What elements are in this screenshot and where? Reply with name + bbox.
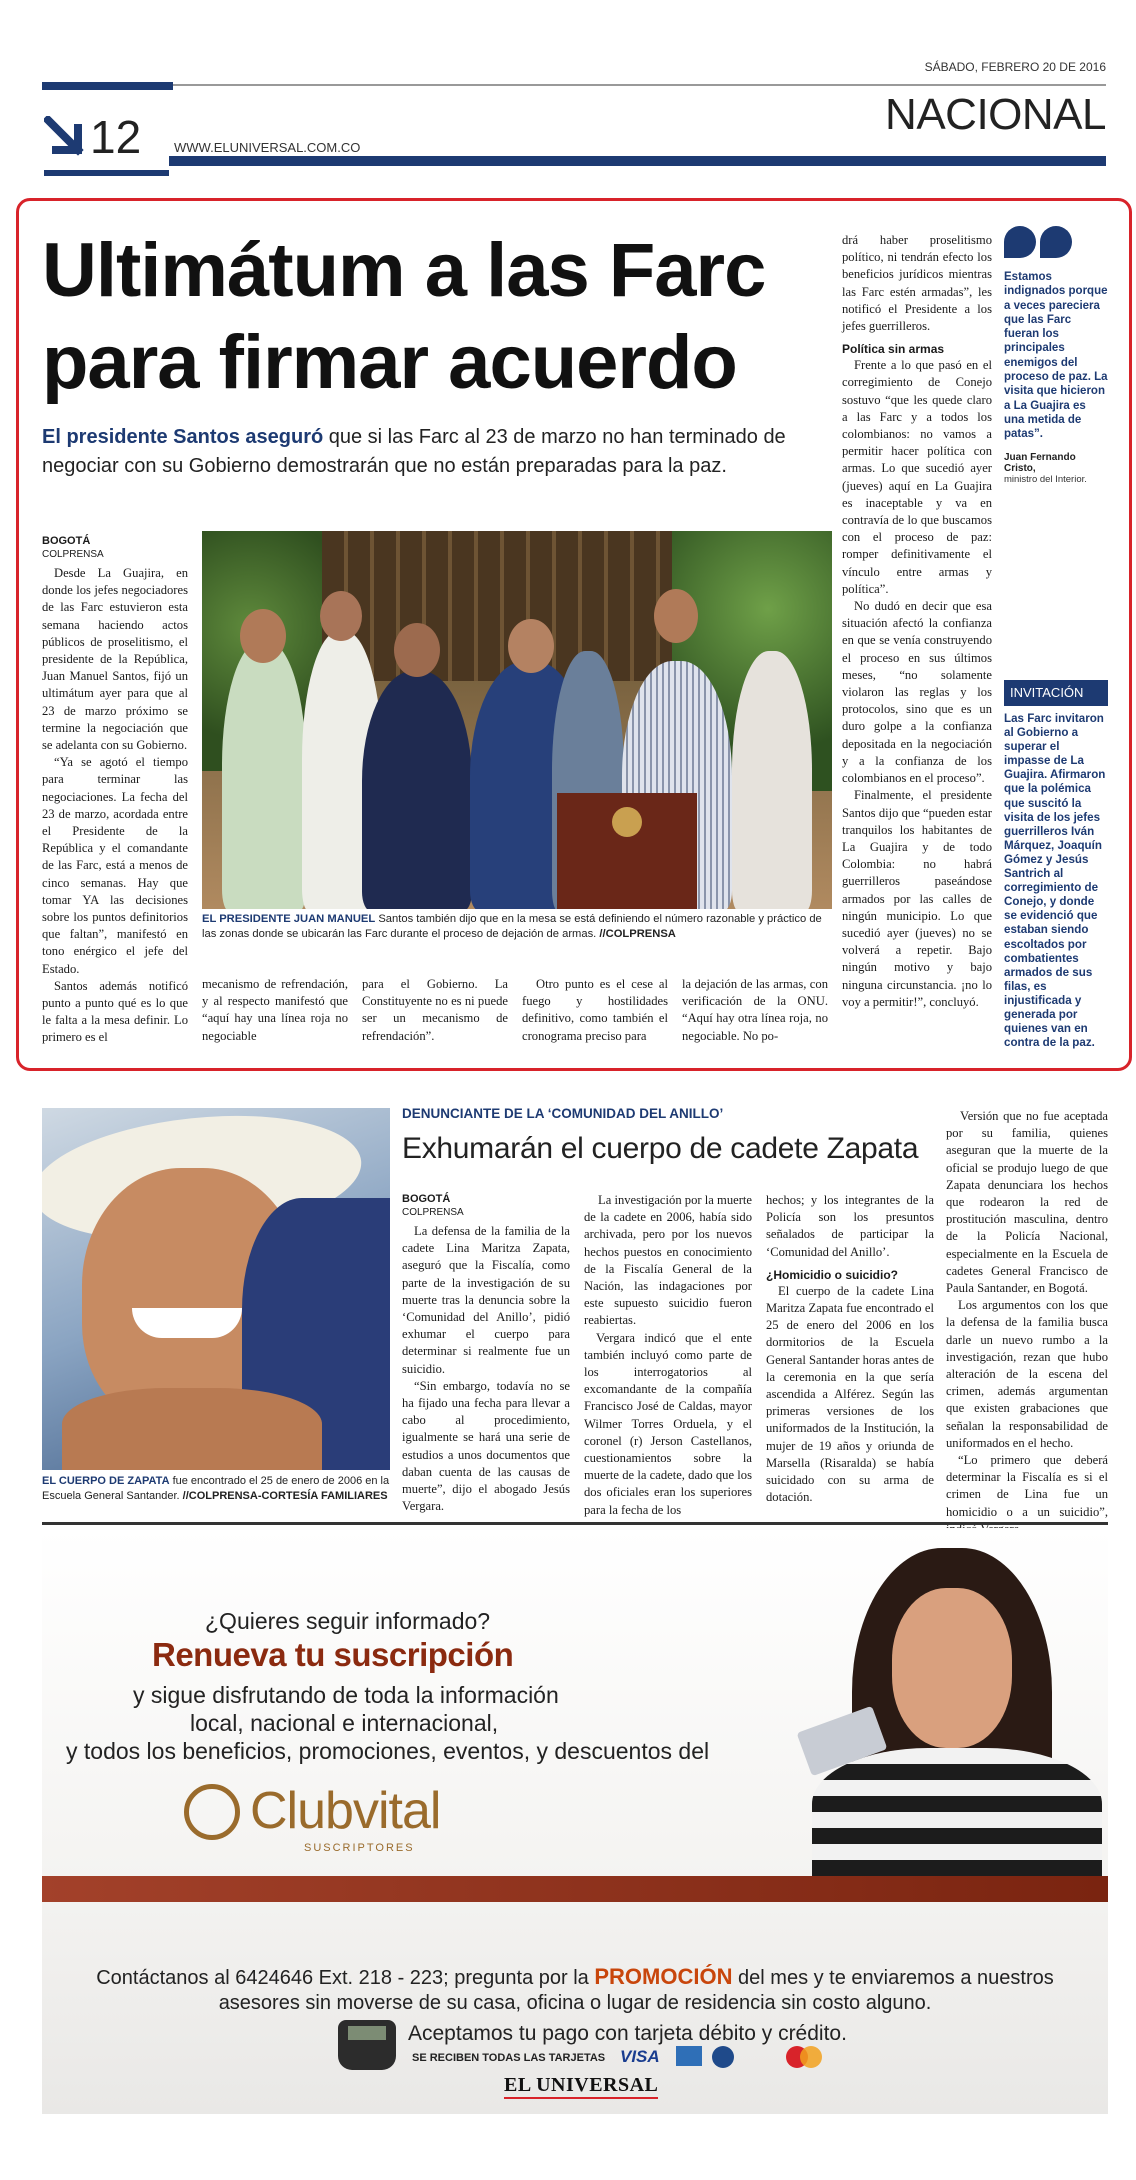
article1-col5 xyxy=(682,976,828,1045)
clubvital-logo xyxy=(184,1780,504,1860)
ad-woman-figure xyxy=(802,1548,1102,1878)
article2-agency: COLPRENSA xyxy=(402,1207,464,1218)
continuation-text: la dejación de las armas, con verificación de la ONU. “Aquí hay otra línea roja, no negociable. No po- xyxy=(682,977,828,1043)
quote-author: Juan Fernando Cristo, xyxy=(1004,451,1076,474)
ad-cards-label: SE RECIBEN TODAS LAS TARJETAS xyxy=(412,2052,606,2064)
article1-col1 xyxy=(42,534,188,1047)
clubvital-logo-sub: SUSCRIPTORES xyxy=(304,1842,415,1854)
article2-paragraph: “Lo primero que deberá determinar la Fiscalía es si el crimen de Lina fue un homicidio o a un suicidio”, xyxy=(946,1453,1108,1519)
ad-top-rule xyxy=(42,1522,1108,1525)
deck-text: que si las Farc al 23 de marzo no han terminado de negociar con su Gobierno demostrarán que no están preparadas para la paz. xyxy=(42,426,786,477)
ad-payment-text: Aceptamos tu pago con tarjeta débito y crédito. xyxy=(408,2022,847,2045)
quote-author-role: ministro del Interior. xyxy=(1004,473,1087,485)
mastercard-logo xyxy=(786,2046,822,2068)
article1-col4 xyxy=(522,976,668,1045)
article1-subhead: Política sin armas xyxy=(842,342,945,357)
deck-lead: El presidente Santos aseguró xyxy=(42,426,324,448)
article2-paragraph: Los argumentos con los que la defensa de la familia busca darle un nuevo rumbo a la investigación, rezan que hubo alteración de la escena del crimen, además argumentan que existen grabaciones que señalan la responsabilidad de uniformados en el hecho. xyxy=(946,1298,1108,1450)
diners-logo xyxy=(712,2046,734,2068)
article2-col4 xyxy=(946,1108,1108,1538)
zapata-photo xyxy=(42,1108,390,1470)
ad-text-line2: y sigue disfrutando de toda la información xyxy=(133,1682,559,1708)
issue-date: SÁBADO, FEBRERO 20 DE 2016 xyxy=(924,60,1106,74)
caption-lead: EL CUERPO DE ZAPATA xyxy=(42,1475,170,1487)
clubvital-logo-icon xyxy=(184,1784,240,1840)
ad-text-line3: local, nacional e internacional, xyxy=(190,1710,499,1736)
page-number: 12 xyxy=(90,111,142,163)
arrow-down-right-icon xyxy=(44,116,88,160)
continuation-text: para el Gobierno. La Constituyente no es ni puede ser un mecanismo de refrendación”. xyxy=(362,977,508,1043)
article1-headline xyxy=(42,225,832,409)
caption-text: fue encontrado el 25 de enero de 2006 en la Escuela General Santander. xyxy=(42,1475,390,1502)
article2-paragraph: “Sin embargo, todavía no se ha fijado una fecha para llevar a cabo al procedimiento, igualmente se hará una serie de estudios a unos documentos que daban cuenta de las causas de muerte”, dijo el abogado Jesús Vergara. xyxy=(402,1378,570,1514)
article2-paragraph: La defensa de la familia de la cadete Lina Maritza Zapata, aseguró que la Fiscalía, como parte de la investigación de su muerte tras la denuncia sobre la ‘Comunidad del Anillo’, pidió exhumar el cuerpo para determinar si realmente fue un suicidio. xyxy=(402,1224,570,1376)
ad-contact-line1 xyxy=(60,1964,1090,1990)
right-col-paragraph: Frente a lo que pasó en el corregimiento de Conejo sostuvo “que les quede claro a las Farc y a todos los colombianos: no vamos a permitir hacer política con armas. Lo que sucedió ayer (jueves) aquí en La Guajira es inaceptable y va en contravía de lo que buscamos con el proceso de paz: romper definitivamente el vínculo entre armas y política”. xyxy=(842,358,992,596)
quote-mark-icon xyxy=(1004,226,1108,262)
headline-line2: para firmar acuerdo xyxy=(42,320,737,405)
contact-text: Contáctanos al 6424646 Ext. 218 - 223; pregunta por la xyxy=(96,1967,595,1989)
website-url: WWW.ELUNIVERSAL.COM.CO xyxy=(174,140,361,155)
article2-dateline: BOGOTÁ xyxy=(402,1193,451,1205)
visa-logo: VISA xyxy=(620,2047,660,2066)
invitation-text: Las Farc invitaron al Gobierno a superar el impasse de La Guajira. Afirmaron que la polémica que suscitó la visita de los jefes guerrilleros Iván Márquez, Joaquín Gómez y Jesús Santrich al corregimiento de Conejo, y donde se evidenció que estaban siendo escoltados por combatientes armados de sus filas, es injustificada y generada por quienes van en contra de la paz. xyxy=(1004,712,1106,1050)
article2-paragraph: La investigación por la muerte de la cadete en 2006, había sido archivada, pero por los nuevos hechos puestos en conocimiento de la Fiscalía General de la Nación, las indagaciones por este supuesto suicidio fueron reabiertas. xyxy=(584,1193,752,1328)
top-rule-dark xyxy=(42,82,173,90)
headline-line1: Ultimátum a las Farc xyxy=(42,228,766,313)
article2-paragraph: hechos; y los integrantes de la Policía son los presuntos señalados de participar la ‘Comunidad del Anillo’. xyxy=(766,1193,934,1259)
header-bar xyxy=(169,156,1106,166)
article1-dateline: BOGOTÁ xyxy=(42,535,91,547)
article2-paragraph: Vergara indicó que el ente también incluyó como parte de los interrogatorios al excomandante de la compañía Francisco José de Caldas, mayor Wilmer Torres Orduela, y el coronel (r) Jerson Castellanos, cuestionamientos sobre la muerte de la cadete, dado que los dos oficiales eran los superiores para la fecha de los xyxy=(584,1330,752,1517)
col1-paragraph: Desde La Guajira, en donde los jefes negociadores de las Farc estuvieron esta semana haciendo actos públicos de proselitismo, el presidente de la República, Juan Manuel Santos, fijó un ultimátum ayer para que al 23 de marzo próximo se termine la negociación que se adelanta con su Gobierno. xyxy=(42,566,188,753)
photo-credit: //COLPRENSA xyxy=(596,928,676,940)
photo-credit: //COLPRENSA-CORTESÍA FAMILIARES xyxy=(179,1490,388,1502)
ad-contact-line2: asesores sin moverse de su casa, oficina o lugar de residencia sin costo alguno. xyxy=(218,1992,932,2014)
page-number-block xyxy=(44,112,166,172)
caption-text: Santos también dijo que en la mesa se está definiendo el número razonable y práctico de las zonas donde se ubicarán las Farc durante el proceso de dejación de armas. xyxy=(202,913,822,940)
article1-right-col xyxy=(842,232,992,1011)
article2-photo-caption xyxy=(42,1474,390,1504)
ad-text-line4: y todos los beneficios, promociones, eventos, y descuentos del xyxy=(66,1738,710,1764)
continuation-text: Otro punto es el cese al fuego y hostilidades definitivo, como también el cronograma preciso para xyxy=(522,977,668,1043)
right-col-paragraph: Finalmente, el presidente Santos dijo que “pueden estar tranquilos los habitantes de La Guajira y de todo Colombia: no habrá guerrilleros paseándose armados por las calles de ningún municipio. Lo que sucedió ayer (jueves) no se volverá a repetir. Bajo ningún motivo y bajo ninguna circunstancia. ¡no lo voy a permitir!”, concluyó. xyxy=(842,788,992,1009)
page-number-underline xyxy=(44,170,169,176)
article2-col3 xyxy=(766,1192,934,1506)
article1-deck xyxy=(42,423,822,481)
article2-col1 xyxy=(402,1192,570,1515)
el-universal-logo: EL UNIVERSAL xyxy=(504,2074,658,2099)
article1-agency: COLPRENSA xyxy=(42,549,104,560)
col1-paragraph: Santos además notificó punto a punto qué es lo que le falta a la mesa definir. Lo primero es el xyxy=(42,978,188,1045)
col1-paragraph: “Ya se agotó el tiempo para terminar las negociaciones. La fecha del 23 de marzo, acordada entre el Presidente de la República y el comandante de las Farc, está a menos de cinco semanas. Hay que tomar YA las decisiones sobre los puntos definitorios que faltan”, manifestó en tono enérgico el jefe del Estado. xyxy=(42,755,188,976)
clubvital-logo-text: Clubvital xyxy=(250,1782,441,1840)
article2-paragraph: El cuerpo de la cadete Lina Maritza Zapata fue encontrado el 25 de enero del 2006 en los dormitorios de la Escuela General Santander horas antes de la ceremonia en la que sería ascendida a Alférez. Según las primeras versiones de los uniformados de la Institución, la mujer de 19 años y oriunda de Marsella (Risaralda) se había suicidado con su arma de dotación. xyxy=(766,1283,934,1505)
contact-text: del mes y te enviaremos a nuestros xyxy=(732,1967,1054,1989)
article2-paragraph: Versión que no fue aceptada por su familia, quienes aseguran que la muerte de la oficial se produjo luego de que Zapata denunciara los hechos que rodearon la red de prostitución masculina, dentro de la Policía Nacional, especialmente en la Escuela de cadetes General Francisco de Paula Santander, en Bogotá. xyxy=(946,1109,1108,1296)
invitation-label: INVITACIÓN xyxy=(1004,680,1108,706)
amex-logo xyxy=(676,2046,702,2066)
section-title: NACIONAL xyxy=(885,90,1106,139)
article1-col2 xyxy=(202,976,348,1045)
pull-quote: Estamos indignados porque a veces pareciera que las Farc fueran los principales enemigos del proceso de paz. La visita que hicieron a La Guajira es una metida de patas”. xyxy=(1004,271,1108,441)
article2-col2 xyxy=(584,1192,752,1519)
promo-word: PROMOCIÓN xyxy=(594,1964,733,1989)
article2-headline: Exhumarán el cuerpo de cadete Zapata xyxy=(402,1132,919,1165)
quote-sidebar xyxy=(1004,226,1108,485)
ad-headline: Renueva tu suscripción xyxy=(152,1636,514,1673)
santos-press-photo xyxy=(202,531,832,909)
continuation-text: mecanismo de refrendación, y al respecto manifestó que “aquí hay una línea roja no negociable xyxy=(202,977,348,1043)
ad-red-band xyxy=(42,1876,1108,1902)
caption-lead: EL PRESIDENTE JUAN MANUEL xyxy=(202,913,376,925)
top-rule-thin xyxy=(173,84,1106,86)
article2-subhead: ¿Homicidio o suicidio? xyxy=(766,1267,898,1282)
card-terminal-icon xyxy=(338,2020,396,2070)
article1-photo-caption xyxy=(202,912,832,942)
right-col-text: drá haber proselitismo político, ni tendrán efecto los beneficios jurídicos mientras las Farc estén armadas”, les notificó el Presidente a los jefes guerrilleros. xyxy=(842,233,992,334)
right-col-paragraph: No dudó en decir que esa situación afectó la confianza en que se venía construyendo el proceso en sus últimos meses, “no solamente violaron las reglas y los protocolos, sino que es un duro golpe a la confianza depositada en la negociación y a la confianza de los colombianos en el proceso”. xyxy=(842,599,992,786)
ad-question: ¿Quieres seguir informado? xyxy=(205,1608,491,1634)
article2-kicker: DENUNCIANTE DE LA ‘COMUNIDAD DEL ANILLO’ xyxy=(402,1106,724,1121)
article1-col3 xyxy=(362,976,508,1045)
